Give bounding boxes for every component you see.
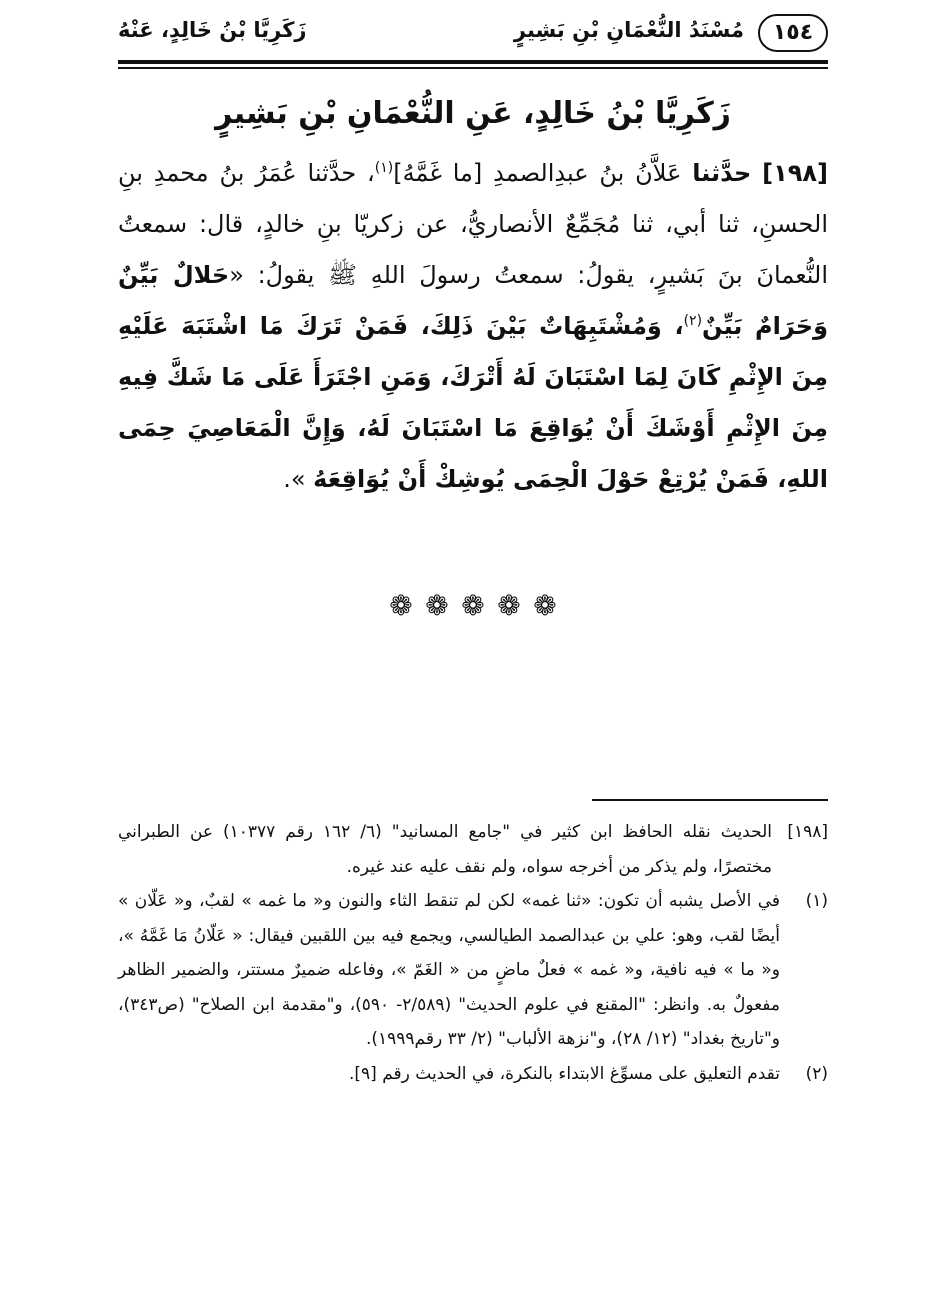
header-rule-thin (118, 67, 828, 69)
footnote-hadith (118, 815, 828, 884)
page-number: ١٥٤ (758, 14, 828, 52)
matn-closing: ». (283, 465, 314, 493)
footnote-ref-2[interactable]: (٢) (683, 313, 703, 329)
hadith-number: [١٩٨] (762, 159, 828, 187)
ornament-divider (118, 589, 828, 622)
matn-part-1: حَلالٌ بَيِّنٌ وَحَرَامٌ بَيِّنٌ (118, 261, 828, 340)
footnote-label: (٢) (805, 1063, 828, 1084)
footnote-text: تقدم التعليق على مسوِّغ الابتداء بالنكرة، في الحديث رقم [٩]. (348, 1063, 780, 1084)
footnote-text: الحديث نقله الحافظ ابن كثير في "جامع المسانيد" (٦/ ١٦٢ رقم ١٠٣٧٧) عن الطبراني مختصرًا، ولم يذكر من أخرجه سواه، ولم نقف عليه عند غيره. (118, 822, 772, 877)
footnote-separator (592, 799, 828, 801)
footnote-ref-1[interactable]: (١) (374, 160, 394, 176)
footnotes (118, 815, 828, 1091)
matn-part-2: ، وَمُشْتَبِهَاتٌ بَيْنَ ذَلِكَ، فَمَنْ تَرَكَ مَا اشْتَبَهَ عَلَيْهِ مِنَ الإِثْمِ كَانَ لِمَا اسْتَبَانَ لَهُ أَتْرَكَ، وَمَنِ اجْتَرَأَ عَلَى مَا شَكَّ فِيهِ مِنَ الإِثْمِ أَوْشَكَ أَنْ يُوَاقِعَ مَا اسْتَبَانَ لَهُ، وَإِنَّ الْمَعَاصِيَ حِمَى اللهِ، فَمَنْ يُرْتِعْ حَوْلَ الْحِمَى يُوشِكْ أَنْ يُوَاقِعَهُ (118, 312, 828, 493)
footnote-2 (118, 1057, 828, 1092)
footnote-label: (١) (805, 891, 828, 911)
narration-opening: حدَّثنا (692, 159, 752, 187)
footnote-label: [١٩٨] (787, 822, 828, 842)
footnote-text: في الأصل يشبه أن تكون: «ثنا غمه» لكن لم تنقط الثاء والنون و« ما غمه » لقبٌ، و« عَلّان » أيضًا لقب، وهو: علي بن عبدالصمد الطيالسي، ويجمع فيه بين اللقبين فيقال: « عَلّانُ مَا غَمَّهُ »، و« ما » فيه نافية، و« غمه » فعلٌ ماضٍ من « الغَمّ »، وفاعله ضميرٌ مستتر، والضمير الظاهر مفعولٌ به. وانظر: "المقنع في علوم الحديث" (٢/٥٨٩- ٥٩٠)، و"مقدمة ابن الصلاح" (ص٣٤٣)، و"تاريخ بغداد" (١٢/ ٢٨)، و"نزهة الألباب" (٢/ ٣٣ رقم١٩٩٩). (118, 891, 781, 1049)
running-header (118, 12, 828, 58)
flower-ornament-icon: ❁ (461, 589, 485, 622)
section-title: زَكَرِيَّا بْنُ خَالِدٍ، عَنِ النُّعْمَانِ بْنِ بَشِيرٍ (215, 96, 731, 131)
flower-ornament-icon: ❁ (389, 589, 413, 622)
isnad-part-2: ، حدَّثنا عُمَرُ بنُ محمدِ بنِ الحسنِ، ثنا أبي، ثنا مُجَمِّعٌ الأنصاريُّ، عن زكريّا بنِ خالدٍ، قال: سمعتُ النُّعمانَ بنَ بَشيرٍ، يقولُ: سمعتُ رسولَ اللهِ ﷺ يقولُ: « (118, 159, 828, 289)
running-title-narrator: زَكَرِيَّا بْنُ خَالِدٍ، عَنْهُ (118, 18, 307, 42)
hadith-text (118, 148, 828, 505)
footnote-1 (118, 884, 828, 1057)
header-rule-thick (118, 60, 828, 64)
running-title-musnad: مُسْنَدُ النُّعْمَانِ بْنِ بَشِيرٍ (513, 18, 744, 42)
flower-ornament-icon: ❁ (497, 589, 521, 622)
flower-ornament-icon: ❁ (425, 589, 449, 622)
isnad-part-1: عَلاَّنُ بنُ عبدِالصمدِ [ما غَمَّهُ] (393, 159, 682, 187)
flower-ornament-icon: ❁ (533, 589, 557, 622)
